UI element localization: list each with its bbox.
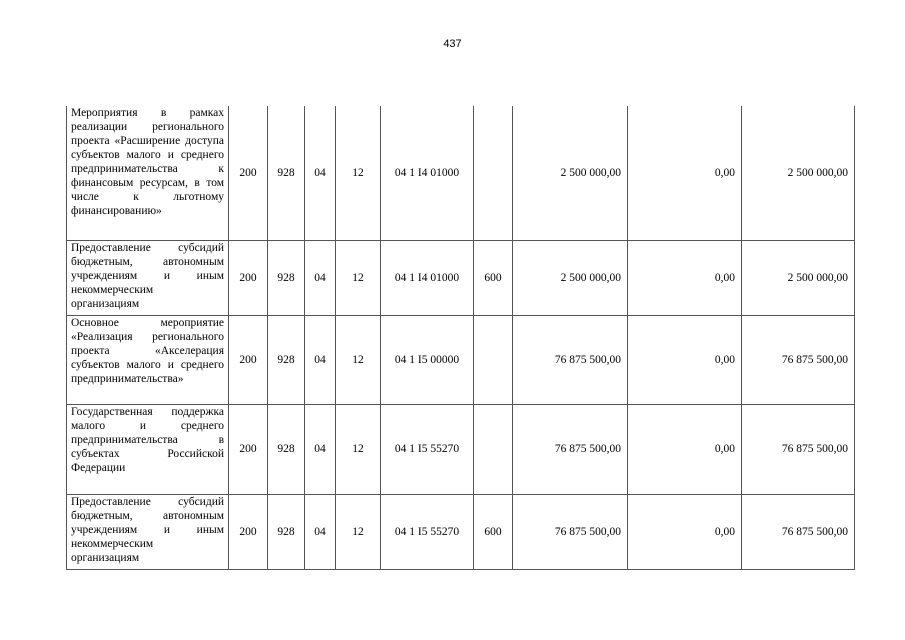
table-body <box>67 106 855 569</box>
cell-sum-2: 0,00 <box>628 494 742 569</box>
cell-admin: 200 <box>229 240 268 315</box>
row-name: Основное мероприятие «Реализация регионального проекта «Акселерация субъектов малого и среднего предпринимательства» <box>67 315 229 404</box>
cell-subsection: 12 <box>336 240 381 315</box>
cell-sum-1: 76 875 500,00 <box>513 404 628 494</box>
cell-section: 04 <box>305 315 336 404</box>
cell-target-code: 04 1 I4 01000 <box>381 240 474 315</box>
cell-sum-3: 2 500 000,00 <box>742 106 855 240</box>
cell-subsection: 12 <box>336 106 381 240</box>
cell-sum-2: 0,00 <box>628 106 742 240</box>
cell-admin: 200 <box>229 315 268 404</box>
table-row <box>67 315 855 404</box>
cell-admin: 200 <box>229 494 268 569</box>
cell-expense-type <box>474 106 513 240</box>
cell-expense-type: 600 <box>474 240 513 315</box>
cell-sum-1: 76 875 500,00 <box>513 494 628 569</box>
cell-sum-1: 76 875 500,00 <box>513 315 628 404</box>
page-number: 437 <box>443 38 462 50</box>
cell-sum-3: 76 875 500,00 <box>742 315 855 404</box>
cell-subsection: 12 <box>336 494 381 569</box>
row-name: Государственная поддержка малого и среднего предпринимательства в субъектах Российской Федерации <box>67 404 229 494</box>
cell-sum-3: 2 500 000,00 <box>742 240 855 315</box>
cell-admin: 200 <box>229 106 268 240</box>
table-row <box>67 240 855 315</box>
cell-sum-1: 2 500 000,00 <box>513 240 628 315</box>
table-row <box>67 106 855 240</box>
cell-target-code: 04 1 I5 00000 <box>381 315 474 404</box>
cell-sum-2: 0,00 <box>628 404 742 494</box>
cell-sum-1: 2 500 000,00 <box>513 106 628 240</box>
cell-admin: 200 <box>229 404 268 494</box>
cell-subsection: 12 <box>336 315 381 404</box>
row-name: Предоставление субсидий бюджетным, автономным учреждениям и иным некоммерческим организациям <box>67 240 229 315</box>
cell-ministry: 928 <box>268 106 305 240</box>
cell-ministry: 928 <box>268 404 305 494</box>
cell-sum-2: 0,00 <box>628 315 742 404</box>
cell-section: 04 <box>305 240 336 315</box>
cell-section: 04 <box>305 106 336 240</box>
table-row <box>67 404 855 494</box>
cell-expense-type <box>474 404 513 494</box>
cell-expense-type <box>474 315 513 404</box>
cell-ministry: 928 <box>268 240 305 315</box>
cell-section: 04 <box>305 494 336 569</box>
cell-sum-3: 76 875 500,00 <box>742 404 855 494</box>
row-name: Предоставление субсидий бюджетным, автономным учреждениям и иным некоммерческим организациям <box>67 494 229 569</box>
cell-ministry: 928 <box>268 315 305 404</box>
cell-target-code: 04 1 I5 55270 <box>381 404 474 494</box>
cell-target-code: 04 1 I5 55270 <box>381 494 474 569</box>
cell-sum-2: 0,00 <box>628 240 742 315</box>
cell-section: 04 <box>305 404 336 494</box>
cell-expense-type: 600 <box>474 494 513 569</box>
cell-target-code: 04 1 I4 01000 <box>381 106 474 240</box>
table-row <box>67 494 855 569</box>
row-name: Мероприятия в рамках реализации регионального проекта «Расширение доступа субъектов малого и среднего предпринимательства к финансовым ресурсам, в том числе к льготному финансированию» <box>67 106 229 240</box>
cell-ministry: 928 <box>268 494 305 569</box>
cell-subsection: 12 <box>336 404 381 494</box>
budget-table <box>66 106 855 570</box>
cell-sum-3: 76 875 500,00 <box>742 494 855 569</box>
